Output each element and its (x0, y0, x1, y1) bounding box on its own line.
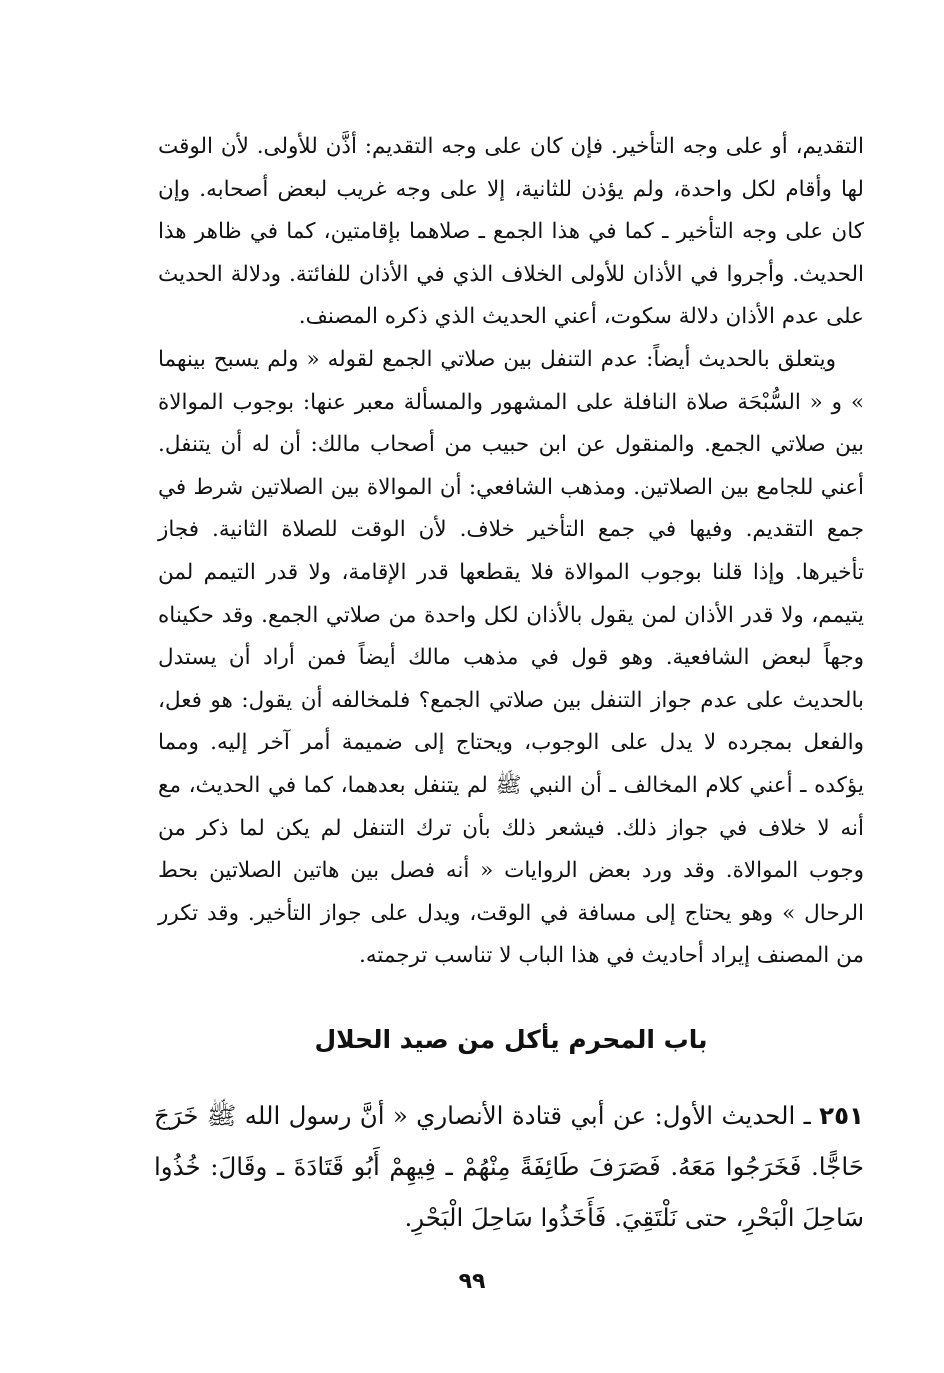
paragraph: التقديم، أو على وجه التأخير. فإن كان على وجه التقديم: أذَّن للأولى. لأن الوقت لها وأقام لكل واحدة، ولم يؤذن للثانية، إلا على وجه غريب لبعض أصحابه. وإن كان على وجه التأخير ـ كما في هذا الجمع ـ صلاهما بإقامتين، كما في ظاهر هذا الحديث. وأجروا في الأذان للأولى الخلاف الذي في الأذان للفائتة. ودلالة الحديث على عدم الأذان دلالة سكوت، أعني الحديث الذي ذكره المصنف. (158, 134, 864, 330)
paragraph: ويتعلق بالحديث أيضاً: عدم التنفل بين صلاتي الجمع لقوله « ولم يسبح بينهما » و « السُّبْحَة صلاة النافلة على المشهور والمسألة معبر عنها: بوجوب الموالاة بين صلاتي الجمع. والمنقول عن ابن حبيب من أصحاب مالك: أن له أن يتنفل. أعني للجامع بين الصلاتين. ومذهب الشافعي: أن الموالاة بين الصلاتين شرط في جمع التقديم. وفيها في جمع التأخير خلاف. لأن الوقت للصلاة الثانية. فجاز تأخيرها. وإذا قلنا بوجوب الموالاة فلا يقطعها قدر الإقامة، ولا قدر التيمم لمن يتيمم، ولا قدر الأذان لمن يقول بالأذان لكل واحدة من صلاتي الجمع. وقد حكيناه وجهاً لبعض الشافعية. وهو قول في مذهب مالك أيضاً فمن أراد أن يستدل بالحديث على عدم جواز التنفل بين صلاتي الجمع؟ فلمخالفه أن يقول: هو فعل، والفعل بمجرده لا يدل على الوجوب، ويحتاج إلى ضميمة أمر آخر إليه. ومما يؤكده ـ أعني كلام المخالف ـ أن النبي ﷺ لم يتنفل بعدهما، كما في الحديث، مع أنه لا خلاف في جواز ذلك. فيشعر ذلك بأن ترك التنفل لم يكن لما ذكر من وجوب الموالاة. وقد ورد بعض الروايات « أنه فصل بين هاتين الصلاتين بحط الرحال » وهو يحتاج إلى مسافة في الوقت، ويدل على جواز التأخير. وقد تكرر من المصنف إيراد أحاديث في هذا الباب لا تناسب ترجمته. (158, 346, 864, 969)
hadith-paragraph (154, 1090, 864, 1243)
commentary-text (158, 126, 864, 978)
chapter-title: باب المحرم يأكل من صيد الحلال (314, 1025, 708, 1054)
hadith-block (154, 1090, 864, 1243)
hadith-number: ٢٥١ (819, 1101, 864, 1130)
page-number: ٩٩ (458, 1269, 486, 1294)
hadith-text: ـ الحديث الأول: عن أبي قتادة الأنصاري « أنَّ رسول الله ﷺ خَرَجَ حَاجًّا. فَخَرَجُوا مَعَهُ. فَصَرَفَ طَائِفَةً مِنْهُمْ ـ فِيهِمْ أَبُو قَتَادَةَ ـ وقَالَ: خُذُوا سَاحِلَ الْبَحْرِ، حتى نَلْتَقِيَ. فَأَخَذُوا سَاحِلَ الْبَحْرِ. (154, 1101, 864, 1232)
